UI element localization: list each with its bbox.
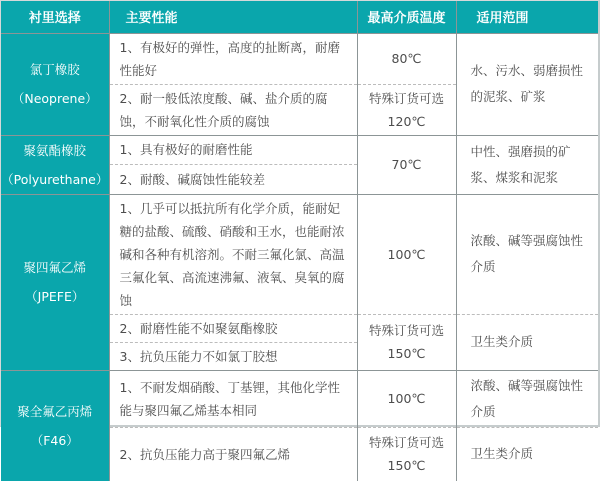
temp-note: 特殊订货可选: [368, 90, 444, 106]
application-cell: 中性、强磨损的矿浆、煤浆和泥浆: [456, 135, 598, 194]
temp-value: 150℃: [387, 458, 426, 474]
material-cell-polyurethane: [1, 135, 109, 194]
temp-note: 特殊订货可选: [368, 435, 444, 451]
application-cell: 卫生类介质: [456, 314, 598, 370]
temp-value: 150℃: [387, 346, 426, 361]
column-header-application: 适用范围: [456, 1, 598, 33]
performance-cell: 1、有极好的弹性，高度的扯断离，耐磨性能好: [109, 33, 357, 84]
material-name-en: （Polyurethane）: [1, 171, 109, 187]
table-row: [1, 370, 598, 427]
table-row: [1, 194, 598, 314]
temperature-cell: 100℃: [357, 370, 456, 427]
lining-selection-table: [1, 1, 598, 481]
performance-cell: 2、耐一般低浓度酸、碱、盐介质的腐蚀，不耐氧化性介质的腐蚀: [109, 84, 357, 135]
temperature-cell: [357, 427, 456, 481]
material-name-en: （F46）: [30, 432, 79, 448]
temperature-cell: [357, 314, 456, 370]
application-cell: 卫生类介质: [456, 427, 598, 481]
performance-cell: 2、耐酸、碱腐蚀性能较差: [109, 165, 357, 195]
performance-cell: 1、不耐发烟硝酸、丁基锂，其他化学性能与聚四氟乙烯基本相同: [109, 370, 357, 427]
performance-cell: 1、几乎可以抵抗所有化学介质，能耐妃糖的盐酸、硫酸、硝酸和王水，也能耐浓碱和各种有机溶剂。不耐三氟化氯、高温三氟化氧、高流速沸氟、液氧、臭氧的腐蚀: [109, 194, 357, 314]
header-row: [1, 1, 598, 33]
material-cell-neoprene: [1, 33, 109, 135]
performance-cell: 2、抗负压能力高于聚四氟乙烯: [109, 427, 357, 481]
temperature-cell: 80℃: [357, 33, 456, 84]
application-cell: 浓酸、碱等强腐蚀性介质: [456, 194, 598, 314]
table-row: [1, 33, 598, 84]
temperature-cell: [357, 84, 456, 135]
material-name: 聚氨酯橡胶: [23, 142, 86, 158]
column-header-lining: 衬里选择: [1, 1, 109, 33]
temperature-cell: 70℃: [357, 135, 456, 194]
temp-note: 特殊订货可选: [368, 323, 444, 338]
application-cell: 浓酸、碱等强腐蚀性介质: [456, 370, 598, 427]
column-header-temperature: 最高介质温度: [357, 1, 456, 33]
performance-cell: 3、抗负压能力不如氯丁胶想: [109, 342, 357, 370]
material-name: 氯丁橡胶: [29, 62, 80, 77]
material-name: 聚四氟乙烯: [23, 260, 86, 275]
material-cell-jpefe: [1, 194, 109, 370]
column-header-performance: 主要性能: [109, 1, 357, 33]
material-name-en: （Neoprene）: [11, 91, 98, 106]
temp-value: 120℃: [387, 113, 426, 129]
application-cell: 水、污水、弱磨损性的泥浆、矿浆: [470, 63, 584, 104]
material-name: 聚全氟乙丙烯: [17, 403, 93, 419]
material-name-en: （JPEFE）: [25, 289, 85, 304]
material-cell-f46: [1, 370, 109, 481]
table-row: [1, 135, 598, 165]
performance-cell: 2、耐磨性能不如聚氨酯橡胶: [109, 314, 357, 342]
performance-cell: 1、具有极好的耐磨性能: [109, 135, 357, 165]
temperature-cell: 100℃: [357, 194, 456, 314]
